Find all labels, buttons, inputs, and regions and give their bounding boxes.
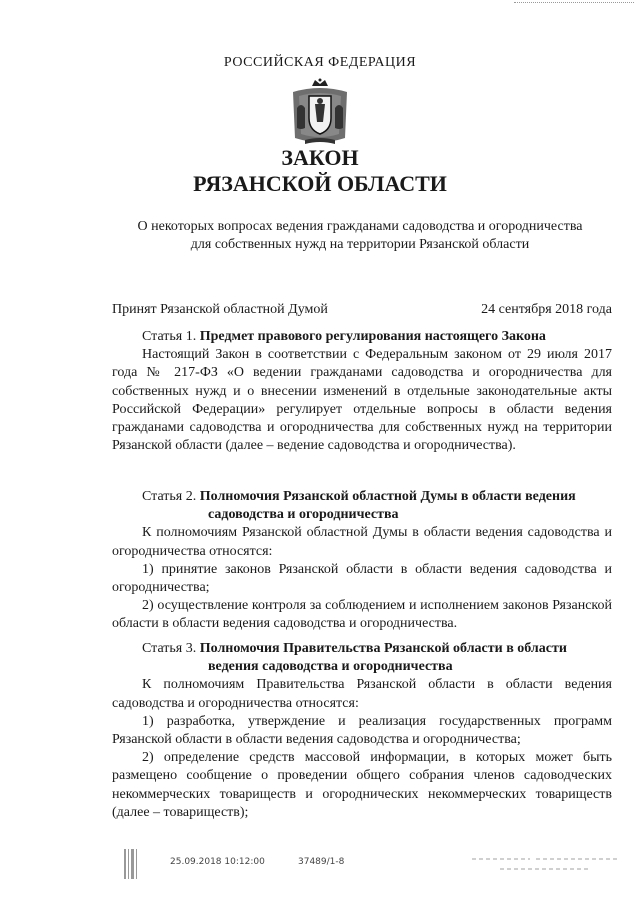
law-subtitle <box>100 218 620 254</box>
law-title <box>0 145 640 197</box>
article-paragraph: 1) принятие законов Рязанской области в области ведения садоводства и огородничества; <box>112 561 612 596</box>
law-title-line1: ЗАКОН <box>281 145 359 170</box>
article-heading <box>112 640 612 658</box>
scan-edge-line <box>514 2 634 4</box>
adopted-date: 24 сентября 2018 года <box>481 302 612 317</box>
footer-registration-code: 37489/1-8 <box>298 857 345 867</box>
article-label: Статья 3. <box>142 641 197 656</box>
subtitle-line2: для собственных нужд на территории Рязанской области <box>190 237 530 252</box>
article-paragraph: К полномочиям Рязанской областной Думы в области ведения садоводства и огородничества относятся: <box>112 525 612 559</box>
article-label: Статья 1. <box>142 329 197 344</box>
article-paragraph: 2) определение средств массовой информации, в которых может быть размещено сообщение о проведении общего собрания членов садоводческих некоммерческих товариществ и огороднических некоммерческих товариществ (далее – товариществ); <box>112 750 612 820</box>
article-title-continuation: садоводства и огородничества <box>208 507 399 523</box>
article-title: Полномочия Рязанской областной Думы в области ведения <box>199 489 576 504</box>
article-title-continuation: ведения садоводства и огородничества <box>208 659 453 675</box>
faint-stamp-icon <box>470 853 620 878</box>
article-3 <box>112 640 612 822</box>
adopted-by: Принят Рязанской областной Думой <box>112 302 328 317</box>
article-paragraph: 1) разработка, утверждение и реализация государственных программ Рязанской области в области ведения садоводства и огородничества; <box>112 713 612 748</box>
article-title: Предмет правового регулирования настоящего Закона <box>199 329 546 344</box>
article-title: Полномочия Правительства Рязанской области в области <box>199 641 567 656</box>
article-paragraph: К полномочиям Правительства Рязанской области в области ведения садоводства и огородничества относятся: <box>112 677 612 711</box>
article-paragraph: Настоящий Закон в соответствии с Федеральным законом от 29 июля 2017 года № 217-ФЗ «О ведении гражданами садоводства и огородничества для собственных нужд и о внесении изменений в отдельные законодательные акты Российской Федерации» регулирует отдельные вопросы в области ведения гражданами садоводства и огородничества для собственных нужд на территории Рязанской области (далее – ведение садоводства и огородничества). <box>112 347 612 454</box>
subtitle-line1: О некоторых вопросах ведения гражданами садоводства и огородничества <box>137 219 583 234</box>
law-title-line2: РЯЗАНСКОЙ ОБЛАСТИ <box>193 171 447 196</box>
article-1 <box>112 328 612 455</box>
article-heading <box>112 488 612 506</box>
emblem-container <box>0 78 640 148</box>
article-2 <box>112 488 612 634</box>
coat-of-arms-icon <box>285 78 355 148</box>
article-label: Статья 2. <box>142 489 197 504</box>
barcode-stamp-icon <box>118 845 142 890</box>
federation-heading: РОССИЙСКАЯ ФЕДЕРАЦИЯ <box>223 55 417 70</box>
article-paragraph: 2) осуществление контроля за соблюдением и исполнением законов Рязанской области в области ведения садоводства и огородничества. <box>112 598 612 632</box>
footer-timestamp: 25.09.2018 10:12:00 <box>170 857 265 867</box>
article-heading <box>112 328 612 346</box>
